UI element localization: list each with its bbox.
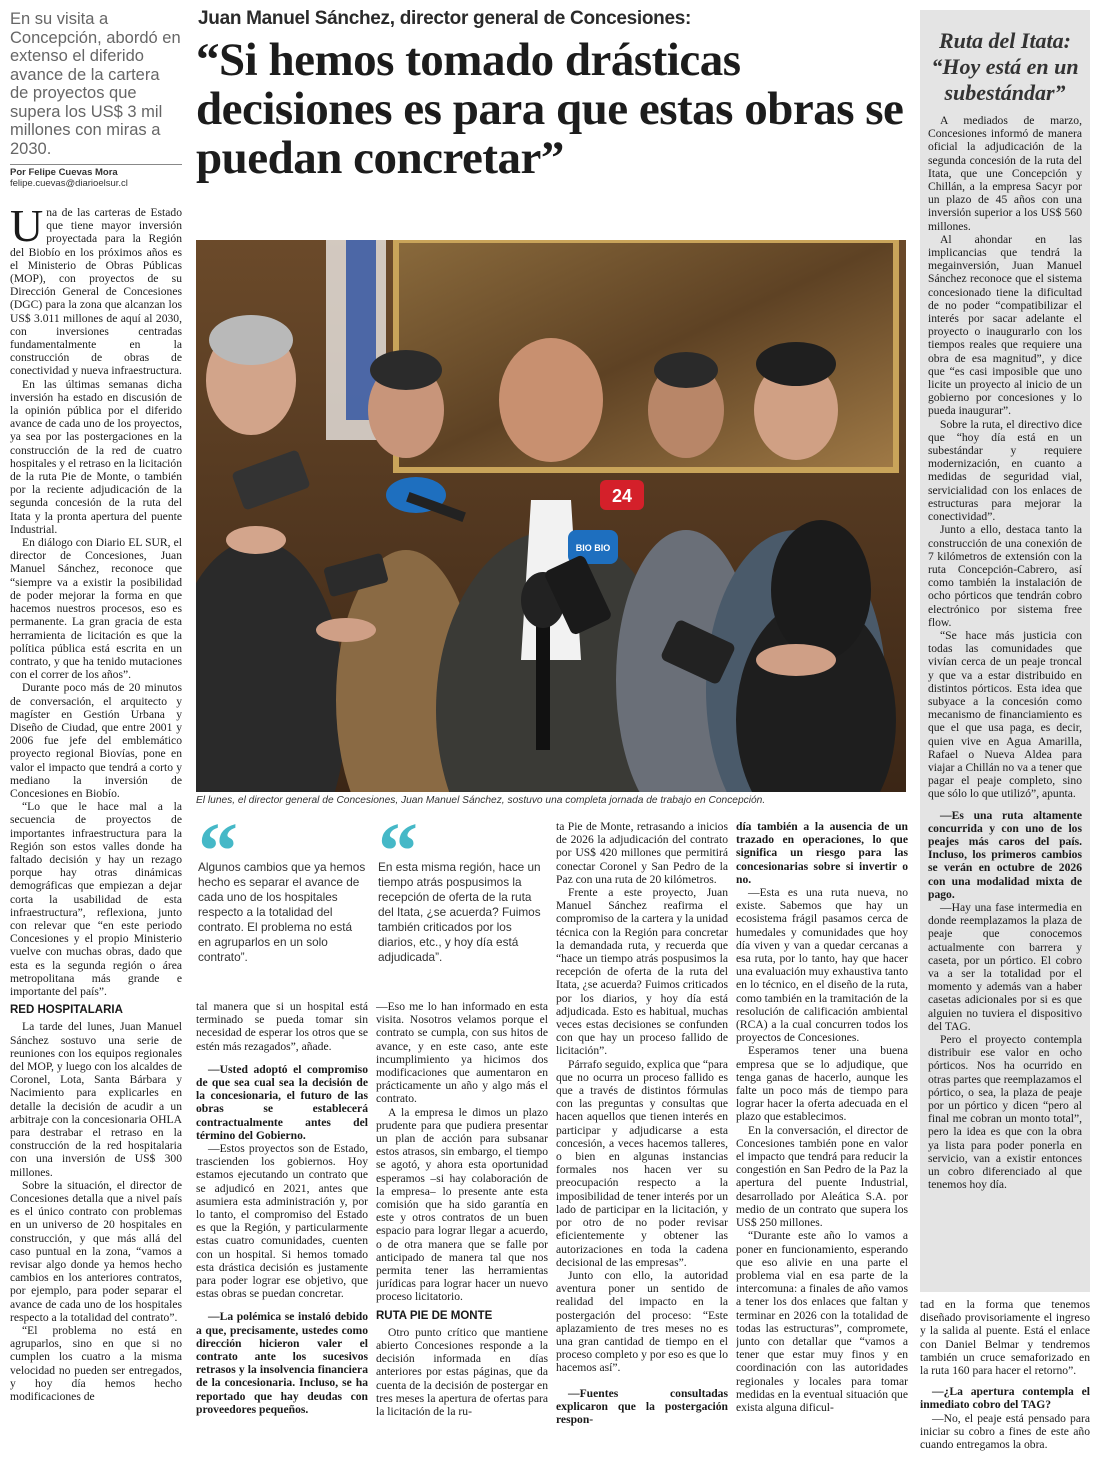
- paragraph: “Lo que le hace mal a la secuencia de proyectos de importantes infraestructura para la Región son estos valles donde ha faltado decisión y hay un rezago porque hay otras dinámicas demográficas que empiezan a dejar corta la usabilidad de esta infraestructura”, reflexiona, junto con relevar que “en este periodo Concesiones y el propio Ministerio vuelve con muchas obras, dado que esta es la segunda región o área metropolitana más grande e importante del país”.: [10, 800, 182, 998]
- paragraph: tal manera que si un hospital está terminado se pueda tomar sin necesidad de esperar los otros que se estén más rezagados”, añade.: [196, 1000, 368, 1053]
- column-2: [196, 1000, 368, 1474]
- paragraph: Al ahondar en las implicancias que tendrá la megainversión, Juan Manuel Sánchez reconoce que el sistema concesionado tiene la dificultad de no poder “compatibilizar el interés por sacar adelante el proyecto o inaugurarlo con los tiempos reales que requiere una obra de esa magnitud”, y dice que “es casi imposible que uno licite un proyecto al inicio de un gobierno por concesiones y lo pueda inaugurar”.: [928, 232, 1082, 418]
- paragraph: A mediados de marzo, Concesiones informó de manera oficial la adjudicación de la segunda concesión de la ruta del Itata, que une Concepción y Chillán, a la empresa Sacyr por un plazo de 45 años con una inversión superior a los US$ 560 millones.: [928, 114, 1082, 233]
- paragraph: En las últimas semanas dicha inversión ha estado en discusión de la opinión pública por el diferido avance de cada uno de los proyectos, ya sea por las postergaciones en la construcción de la red de cuatro hospitales y el retraso en la licitación de la ruta Pie de Monte, o también por la reciente adjudicación de la segunda concesión de la ruta del Itata y la pronta apertura del puente Industrial.: [10, 377, 182, 536]
- paragraph: “El problema no está en agruparlos, sino en que si no cumplen los cuatro a la misma velocidad no pueden ser entregados, y hoy día hemos hecho modificaciones de: [10, 1324, 182, 1404]
- paragraph: Párrafo seguido, explica que “para que no ocurra un proceso fallido es que a través de distintos fórmulas con las preguntas y consultas que hacen aquellos que tienen interés en participar y adjudicarse a esta concesión, a veces hacemos talleres, o bien en algunas instancias formales nos hacen ver su preocupación respecto a la imposibilidad de tener interés por un lado de participar en la licitación, y por otro de no poder revisar eficientemente y obtener las autorizaciones en toda la cadena decisional de las empresas”.: [556, 1057, 728, 1269]
- paragraph: Junto a ello, destaca tanto la construcción de una conexión de 7 kilómetros de extensión con la ruta Concepción-Cabrero, así como también la instalación de ocho pórticos que tendrán cobro electrónico por sistema free flow.: [928, 523, 1082, 629]
- paragraph: Sobre la ruta, el directivo dice que “hoy día está en un subestándar y requiere modernización, en cuanto a medidas de seguridad vial, servicialidad con los enlaces de estructuras para mejorar la conectividad”.: [928, 417, 1082, 524]
- pull-quote-text: Algunos cambios que ya hemos hecho es separar el avance de cada uno de los hospitales respecto a la totalidad del contrato. El problema no está en agruparlos en un solo contrato”.: [198, 860, 366, 964]
- pull-quote-1: [198, 808, 368, 965]
- paragraph: Sobre la situación, el director de Concesiones detalla que a nivel país es el único contrato con problemas en un universo de 20 hospitales en construcción, y que más allá del caso puntual en la zona, “vamos a revisar algo donde ya hemos hecho cambios en los anteriores contratos, por ejemplo, para poder separar el avance de cada uno de los hospitales respecto a la totalidad del contrato”.: [10, 1178, 182, 1324]
- paragraph: En diálogo con Diario EL SUR, el director de Concesiones, Juan Manuel Sánchez, reconoce que “siempre va a existir la posibilidad de poder mejorar la forma en que hacemos nuestros procesos, eso es permanente. La gran gracia de esta herramienta de licitación es que la política pública está escrita en un contrato, y que ha tenido mutaciones con el correr de los años”.: [10, 536, 182, 682]
- paragraph: A la empresa le dimos un plazo prudente para que pudiera presentar un plan de acción para subsanar estos atrasos, sin embargo, el tiempo se agotó, y ahora esta oportunidad esperamos –si hay colaboración de la empresa– lo presente ante esta comisión que ha sido garantía en este y otros contratos de un buen espacio para lograr llegar a acuerdo, o de otra manera que se falle por anticipado de manera tal que nos permita tener las herramientas jurídicas para lograr hacer un nuevo proceso licitatorio.: [376, 1105, 548, 1304]
- subhead-red-hospitalaria: RED HOSPITALARIA: [10, 1004, 123, 1017]
- column-3: [376, 1000, 548, 1474]
- interview-question: —Usted adoptó el compromiso de que sea cual sea la decisión de la concesionaria, el futuro de las obras se establecerá contractualmente antes del término del Gobierno.: [196, 1062, 368, 1142]
- paragraph: Pero el proyecto contempla distribuir ese valor en ocho pórticos. Nos ha ocurrido en otras partes que reemplazamos el pórtico, o sea, la plaza de peaje por un pórtico y dicen “pero al final me cobran un monto total”, pero la idea es que con la obra ya lista para poder ponerla en servicio, van a existir entonces un cobro diferenciado al que tenemos hoy día.: [928, 1033, 1082, 1192]
- column-4: [556, 820, 728, 1474]
- paragraph: Frente a este proyecto, Juan Manuel Sánchez reafirma el compromiso de la cartera y la unidad técnica con la Región para concretar la demandada ruta, y recuerda que “hace un tiempo atrás pospusimos la recepción de oferta de la ruta del Itata, ¿se acuerda? Fuimos criticados por los diarios, y hoy día está adjudicada. Esto es habitual, muchas veces estas decisiones se confunden con que hay un proceso fallido de licitación”.: [556, 886, 728, 1058]
- quote-mark-icon: “: [378, 808, 418, 896]
- interview-question: —Es una ruta altamente concurrida y con uno de los peajes más caros del país. Incluso, los primeros cambios se verán en octubre de 2026 con una modalidad mixta de pago.: [928, 808, 1082, 901]
- photo-caption: El lunes, el director general de Concesiones, Juan Manuel Sánchez, sostuvo una completa jornada de trabajo en Concepción.: [196, 795, 766, 806]
- article-kicker: Juan Manuel Sánchez, director general de Concesiones:: [198, 8, 692, 29]
- paragraph: —Esta es una ruta nueva, no existe. Sabemos que hay un ecosistema frágil pasamos cerca de humedales y comunidades que hoy día viven y van a quedar cercanas a esa ruta, por lo tanto, hay que hacer una evaluación muy exhaustiva tanto en lo técnico, en el diseño de la ruta, como también en la tramitación de la resolución de calificación ambiental (RCA) a la cual concurren todos los proyectos de Concesiones.: [736, 886, 908, 1045]
- sidebar-ruta-itata: [920, 10, 1090, 1292]
- dek-block: [10, 10, 182, 189]
- pull-quote-text: En esta misma región, hace un tiempo atrás pospusimos la recepción de oferta de la ruta del Itata, ¿se acuerda? Fuimos también criticados por los diarios, etc., y hoy día está adjudicada”.: [378, 860, 541, 964]
- interview-question: —¿La apertura contempla el inmediato cobro del TAG?: [920, 1385, 1090, 1412]
- paragraph: —Eso me lo han informado en esta visita. Nosotros velamos porque el contrato se cumpla, con sus hitos de avance, y en este caso, ante este incumplimiento ya hicimos dos modificaciones que aumentaron en prácticamente un año y algo más el contrato.: [376, 1000, 548, 1106]
- column-1: [10, 206, 182, 1474]
- drop-cap: U: [10, 206, 44, 251]
- article-dek: En su visita a Concepción, abordó en extenso el diferido avance de la cartera de proyectos que supera los US$ 3 mil millones con miras a 2030.: [10, 10, 181, 158]
- paragraph: —No, el peaje está pensado para iniciar su cobro a fines de este año cuando entregamos la obra.: [920, 1411, 1090, 1452]
- paragraph: na de las carteras de Estado que tiene mayor inversión proyectada para la Región del Biobío en los próximos años es el Ministerio de Obras Públicas (MOP), con proyectos de su Dirección General de Concesiones (DGC) para la zona que alcanzan los US$ 3.011 millones de aquí al 2030, con inversiones centradas fundamentalmente en la construcción de obras de conectividad y nueva infraestructura.: [10, 206, 182, 378]
- mic-label-blue: BIO BIO: [575, 543, 611, 553]
- quote-mark-icon: “: [198, 808, 238, 896]
- press-photo-illustration: [196, 240, 906, 792]
- interview-question: día también a la ausencia de un trazado en operaciones, lo que significa un riesgo para las concesionarias sobre si invertir o no.: [736, 820, 908, 886]
- paragraph: tad en la forma que tenemos diseñado provisoriamente el ingreso y la salida al puente. Está el enlace con Daniel Belmar y tendremos también un cruce semaforizado en la ruta 160 para hacer el retorno”.: [920, 1298, 1090, 1378]
- byline-email: felipe.cuevas@diarioelsur.cl: [10, 178, 128, 189]
- paragraph: “Se hace más justicia con todas las comunidades que vivían cerca de un peaje troncal y que va a estar distribuido en distintos pórticos. Esta idea que subyace a la concesión como mecanismo de financiamiento es que el que usa paga, es decir, quien vive en Agua Amarilla, Rafael o Nueva Aldea para viajar a Chillán no va a tener que pagar el peaje completo, sino que sólo lo que utilizó”, apunta.: [928, 628, 1082, 801]
- paragraph: “Durante este año lo vamos a poner en funcionamiento, esperando que eso alivie en una parte el problema vial en esa parte de la intercomuna: a finales de año vamos a tener los dos enlaces que faltan y terminar en 2026 con la totalidad de todas las estructuras”, compromete, junto con detallar que “vamos a tener que estar muy finos y en coordinación con las autoridades regionales y locales para tomar medidas en la eventual situación que exista alguna dificul-: [736, 1229, 908, 1414]
- subhead-ruta-pie-de-monte: RUTA PIE DE MONTE: [376, 1309, 493, 1322]
- paragraph: —Estos proyectos son de Estado, trascienden los gobiernos. Hoy estamos ejecutando un contrato que se adjudicó en 2021, antes que asumiera esta administración y, por lo tanto, el compromiso del Estado es que la Región, y particularmente estas cuatro comunidades, cuenten con un hospital. Si hemos tomado esta drástica decisión es justamente para poder lograr ese objetivo, que estas obras se puedan concretar.: [196, 1142, 368, 1301]
- press-photo: [196, 240, 906, 792]
- paragraph: La tarde del lunes, Juan Manuel Sánchez sostuvo una serie de reuniones con los equipos regionales del MOP, y luego con los alcaldes de Coronel, Lota, Santa Bárbara y Nacimiento para explicarles en detalle la decisión de acudir a un arbitraje con la concesionaria OHLA para destrabar el retraso en la construcción de la red hospitalaria con una inversión de US$ 300 millones.: [10, 1020, 182, 1179]
- column-6-bottom: [920, 1298, 1090, 1474]
- mic-label-red: 24: [611, 486, 633, 506]
- paragraph: —Hay una fase intermedia en donde reemplazamos la plaza de peaje que conocemos actualmente con barrera y caseta, por un pórtico. El cobro va a ser la totalidad por el momento y además van a haber casetas adicionales por si es que alguien no tuviera el dispositivo del TAG.: [928, 900, 1082, 1033]
- pull-quote-2: [378, 808, 548, 965]
- paragraph: Junto con ello, la autoridad aventura poner un sentido de realidad del impacto en la postergación del proceso: “Este aplazamiento de tres meses no es una gran cantidad de tiempo en el proceso completo y por eso es que lo hacemos así”.: [556, 1268, 728, 1375]
- column-5: [736, 820, 908, 1474]
- paragraph: Durante poco más de 20 minutos de conversación, el arquitecto y magíster en Gestión Urbana y Diseño de Ciudad, que entre 2001 y 2006 fue jefe del emblemático proyecto regional Biovías, pone en valor el impacto que tendrá a corto y mediano la inversión de Concesiones en Biobío.: [10, 681, 182, 800]
- interview-question: —Fuentes consultadas explicaron que la postergación respon-: [556, 1386, 728, 1426]
- article-headline: “Si hemos tomado drásticas decisiones es para que estas obras se puedan concretar”: [196, 34, 904, 184]
- paragraph: ta Pie de Monte, retrasando a inicios de 2026 la adjudicación del contrato por US$ 420 millones que permitirá conectar Coronel y San Pedro de la Paz con una ruta de 20 kilómetros.: [556, 820, 728, 886]
- interview-question: —La polémica se instaló debido a que, precisamente, ustedes como dirección hicieron valer el contrato ante los sucesivos retrasos y la insolvencia financiera de la concesionaria. Incluso, se ha reportado que hay deudas con proveedores pequeños.: [196, 1310, 368, 1416]
- byline-author: Por Felipe Cuevas Mora: [10, 167, 118, 178]
- sidebar-title: Ruta del Itata: “Hoy está en un subestándar”: [931, 28, 1079, 105]
- paragraph: En la conversación, el director de Concesiones también pone en valor el impacto que tendrá para reducir la congestión en San Pedro de la Paz la apertura del puente Industrial, desarrollado por Aleática S.A. por medio de un contrato que supera los US$ 250 millones.: [736, 1123, 908, 1230]
- paragraph: Esperamos tener una buena empresa que se lo adjudique, que tenga ganas de hacerlo, aunque les falte un poco más de tiempo para lograr hacer la oferta adecuada en el plazo que establecimos.: [736, 1044, 908, 1124]
- paragraph: Otro punto crítico que mantiene abierto Concesiones responde a la decisión informada en días anteriores por estas páginas, que da cuenta de la decisión de postergar en tres meses la apertura de ofertas para la licitación de la ru-: [376, 1325, 548, 1419]
